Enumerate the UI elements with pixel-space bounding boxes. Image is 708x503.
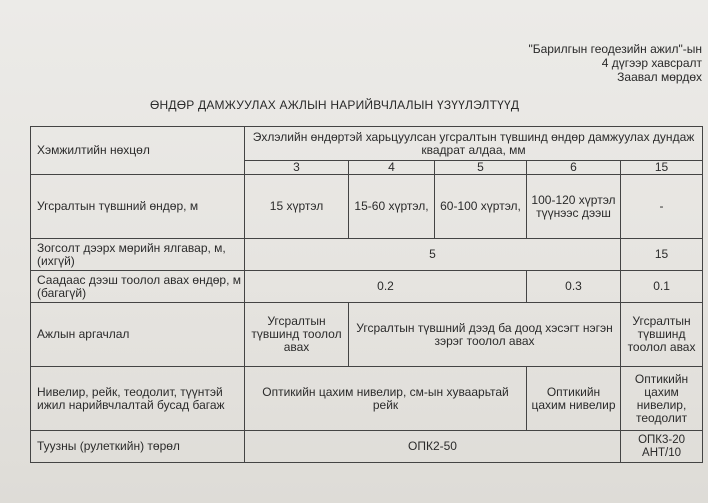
table-cell: 15	[621, 239, 703, 271]
table-cell: Оптикийн цахим нивелир, см-ын хуваарьтай рейк	[245, 367, 527, 431]
row-label: Ажлын аргачлал	[31, 303, 245, 367]
table-cell: 0.2	[245, 271, 527, 303]
error-value-cell: 6	[527, 161, 621, 175]
appendix-header	[528, 42, 702, 84]
appendix-header-line-2: 4 дүгээр хавсралт	[601, 56, 702, 70]
error-value-cell: 15	[621, 161, 703, 175]
table-cell: 100-120 хүртэл түүнээс дээш	[527, 175, 621, 239]
table-cell: ОПК2-50	[245, 431, 621, 463]
error-value-cell: 5	[435, 161, 527, 175]
table-cell: 0.3	[527, 271, 621, 303]
row-label: Саадаас дээш тоолол авах өндөр, м (багагүй)	[31, 271, 245, 303]
appendix-header-line-3: Заавал мөрдөх	[617, 70, 702, 84]
accuracy-table	[30, 126, 703, 463]
table-cell: 15 хүртэл	[245, 175, 349, 239]
table-cell: -	[621, 175, 703, 239]
error-value-cell: 3	[245, 161, 349, 175]
error-value-cell: 4	[349, 161, 435, 175]
table-row-method	[31, 303, 703, 367]
table-cell: Угсралтын түвшний дээд ба доод хэсэгт нэгэн зэрэг тоолол авах	[349, 303, 621, 367]
table-cell: Оптикийн цахим нивелир	[527, 367, 621, 431]
row-label: Туузны (рулеткийн) төрөл	[31, 431, 245, 463]
table-cell: Угсралтын түвшинд тоолол авах	[621, 303, 703, 367]
table-cell: 5	[245, 239, 621, 271]
document-title: ӨНДӨР ДАМЖУУЛАХ АЖЛЫН НАРИЙВЧЛАЛЫН ҮЗҮҮЛЭЛТҮҮД	[150, 98, 520, 112]
table-row-level-height	[31, 175, 703, 239]
table-row-reading-height	[31, 271, 703, 303]
table-header-row	[31, 127, 703, 161]
table-cell: Оптикийн цахим нивелир, теодолит	[621, 367, 703, 431]
appendix-header-line-1: "Барилгын геодезийн ажил"-ын	[528, 42, 702, 56]
row-label: Зогсолт дээрх мөрийн ялгавар, м, (ихгүй)	[31, 239, 245, 271]
error-group-header: Эхлэлийн өндөртэй харьцуулсан угсралтын түвшинд өндөр дамжуулах дундаж квадрат алдаа, мм	[245, 127, 703, 161]
row-label: Угсралтын түвшний өндөр, м	[31, 175, 245, 239]
row-label: Нивелир, рейк, теодолит, түүнтэй ижил нарийвчлалтай бусад багаж	[31, 367, 245, 431]
table-cell: 0.1	[621, 271, 703, 303]
condition-column-header: Хэмжилтийн нөхцөл	[31, 127, 245, 175]
table-row-instruments	[31, 367, 703, 431]
table-cell: ОПК3-20 АНТ/10	[621, 431, 703, 463]
table-cell: 15-60 хүртэл,	[349, 175, 435, 239]
table-row-sight-length	[31, 239, 703, 271]
table-row-tape	[31, 431, 703, 463]
table-cell: Угсралтын түвшинд тоолол авах	[245, 303, 349, 367]
table-cell: 60-100 хүртэл,	[435, 175, 527, 239]
